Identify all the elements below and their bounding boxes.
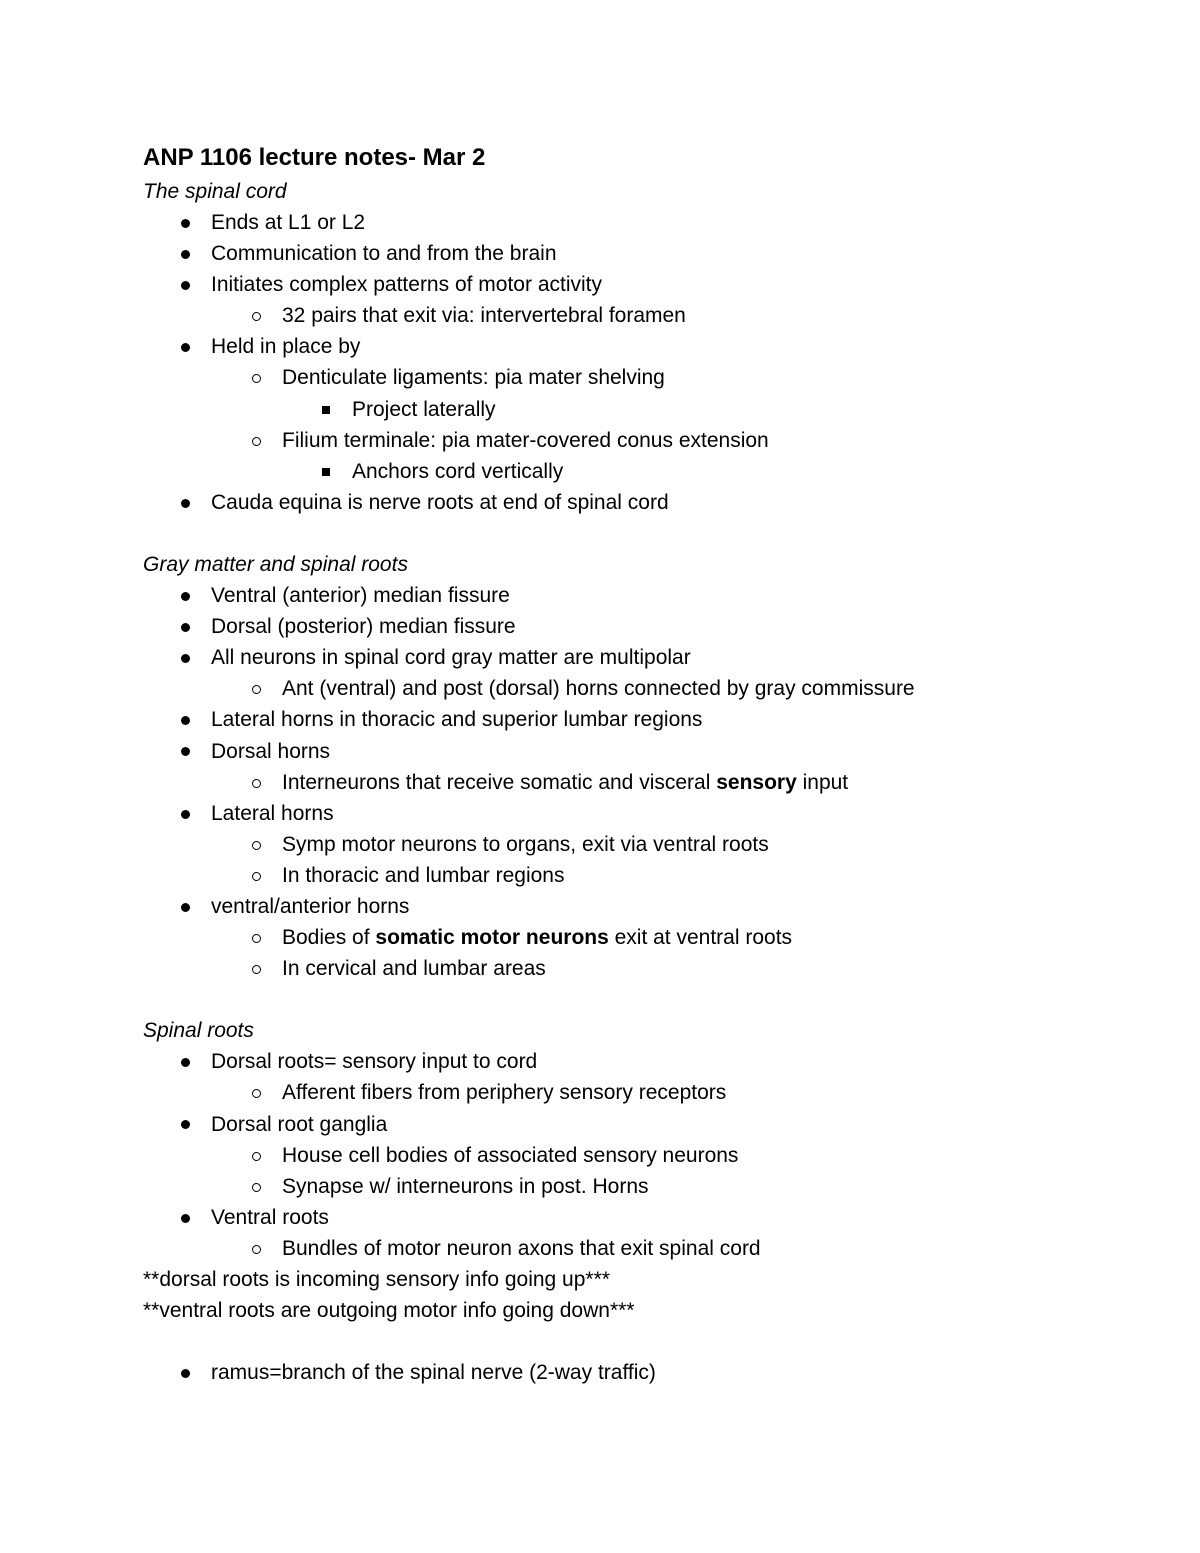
bullet-dot-icon bbox=[175, 736, 195, 767]
list-item: Lateral horns bbox=[143, 798, 1100, 829]
list-subitem: Bodies of somatic motor neurons exit at ventral roots bbox=[143, 922, 1100, 953]
list-subitem: Filium terminale: pia mater-covered conus extension bbox=[143, 425, 1100, 456]
list-item: ramus=branch of the spinal nerve (2-way traffic) bbox=[143, 1357, 1100, 1388]
bullet-ring-icon bbox=[246, 1140, 266, 1171]
blank-line bbox=[143, 1326, 1100, 1357]
bullet-dot-icon bbox=[175, 207, 195, 238]
bullet-ring-icon bbox=[246, 953, 266, 984]
bullet-dot-icon bbox=[175, 1357, 195, 1388]
section-heading-spinal-cord: The spinal cord bbox=[143, 180, 287, 203]
bullet-ring-icon bbox=[246, 362, 266, 393]
list-subitem: In thoracic and lumbar regions bbox=[143, 860, 1100, 891]
bullet-ring-icon bbox=[246, 829, 266, 860]
list-subsubitem: Anchors cord vertically bbox=[143, 456, 1100, 487]
bullet-dot-icon bbox=[175, 611, 195, 642]
list-item: All neurons in spinal cord gray matter are multipolar bbox=[143, 642, 1100, 673]
blank-line bbox=[143, 984, 1100, 1015]
bullet-dot-icon bbox=[175, 1202, 195, 1233]
bullet-ring-icon bbox=[246, 767, 266, 798]
list-subitem: 32 pairs that exit via: intervertebral foramen bbox=[143, 300, 1100, 331]
blank-line bbox=[143, 518, 1100, 549]
list-item: Held in place by bbox=[143, 331, 1100, 362]
bullet-ring-icon bbox=[246, 673, 266, 704]
bullet-ring-icon bbox=[246, 922, 266, 953]
bullet-ring-icon bbox=[246, 860, 266, 891]
bullet-ring-icon bbox=[246, 1233, 266, 1264]
page-title: ANP 1106 lecture notes- Mar 2 bbox=[143, 144, 486, 171]
list-item: Dorsal horns bbox=[143, 736, 1100, 767]
bullet-dot-icon bbox=[175, 269, 195, 300]
bullet-square-icon bbox=[316, 456, 336, 487]
list-subitem: Interneurons that receive somatic and visceral sensory input bbox=[143, 767, 1100, 798]
list-subitem: Symp motor neurons to organs, exit via ventral roots bbox=[143, 829, 1100, 860]
list-subitem: Synapse w/ interneurons in post. Horns bbox=[143, 1171, 1100, 1202]
list-subitem: Denticulate ligaments: pia mater shelving bbox=[143, 362, 1100, 393]
list-subitem: House cell bodies of associated sensory neurons bbox=[143, 1140, 1100, 1171]
bullet-dot-icon bbox=[175, 487, 195, 518]
section-heading-spinal-roots: Spinal roots bbox=[143, 1019, 254, 1043]
list-item: Lateral horns in thoracic and superior lumbar regions bbox=[143, 704, 1100, 735]
bullet-dot-icon bbox=[175, 238, 195, 269]
bullet-ring-icon bbox=[246, 425, 266, 456]
bullet-dot-icon bbox=[175, 798, 195, 829]
list-item: ventral/anterior horns bbox=[143, 891, 1100, 922]
list-subitem: Afferent fibers from periphery sensory receptors bbox=[143, 1077, 1100, 1108]
note-dorsal-roots: **dorsal roots is incoming sensory info going up*** bbox=[143, 1268, 610, 1291]
bullet-dot-icon bbox=[175, 891, 195, 922]
notes-content bbox=[143, 140, 1100, 1388]
bullet-dot-icon bbox=[175, 642, 195, 673]
list-item: Ends at L1 or L2 bbox=[143, 207, 1100, 238]
list-subitem: Ant (ventral) and post (dorsal) horns connected by gray commissure bbox=[143, 673, 1100, 704]
list-subsubitem: Project laterally bbox=[143, 394, 1100, 425]
bullet-ring-icon bbox=[246, 300, 266, 331]
section-heading-gray-matter: Gray matter and spinal roots bbox=[143, 553, 408, 577]
list-item: Dorsal (posterior) median fissure bbox=[143, 611, 1100, 642]
list-item: Dorsal roots= sensory input to cord bbox=[143, 1046, 1100, 1077]
bullet-dot-icon bbox=[175, 331, 195, 362]
list-item: Ventral roots bbox=[143, 1202, 1100, 1233]
bullet-ring-icon bbox=[246, 1077, 266, 1108]
list-item: Communication to and from the brain bbox=[143, 238, 1100, 269]
list-item: Ventral (anterior) median fissure bbox=[143, 580, 1100, 611]
bullet-square-icon bbox=[316, 394, 336, 425]
note-ventral-roots: **ventral roots are outgoing motor info going down*** bbox=[143, 1299, 635, 1323]
list-item: Dorsal root ganglia bbox=[143, 1109, 1100, 1140]
bullet-dot-icon bbox=[175, 1046, 195, 1077]
bullet-dot-icon bbox=[175, 580, 195, 611]
list-item: Initiates complex patterns of motor activity bbox=[143, 269, 1100, 300]
list-item: Cauda equina is nerve roots at end of spinal cord bbox=[143, 487, 1100, 518]
bullet-ring-icon bbox=[246, 1171, 266, 1202]
list-subitem: Bundles of motor neuron axons that exit spinal cord bbox=[143, 1233, 1100, 1264]
bullet-dot-icon bbox=[175, 704, 195, 735]
bullet-dot-icon bbox=[175, 1109, 195, 1140]
list-subitem: In cervical and lumbar areas bbox=[143, 953, 1100, 984]
